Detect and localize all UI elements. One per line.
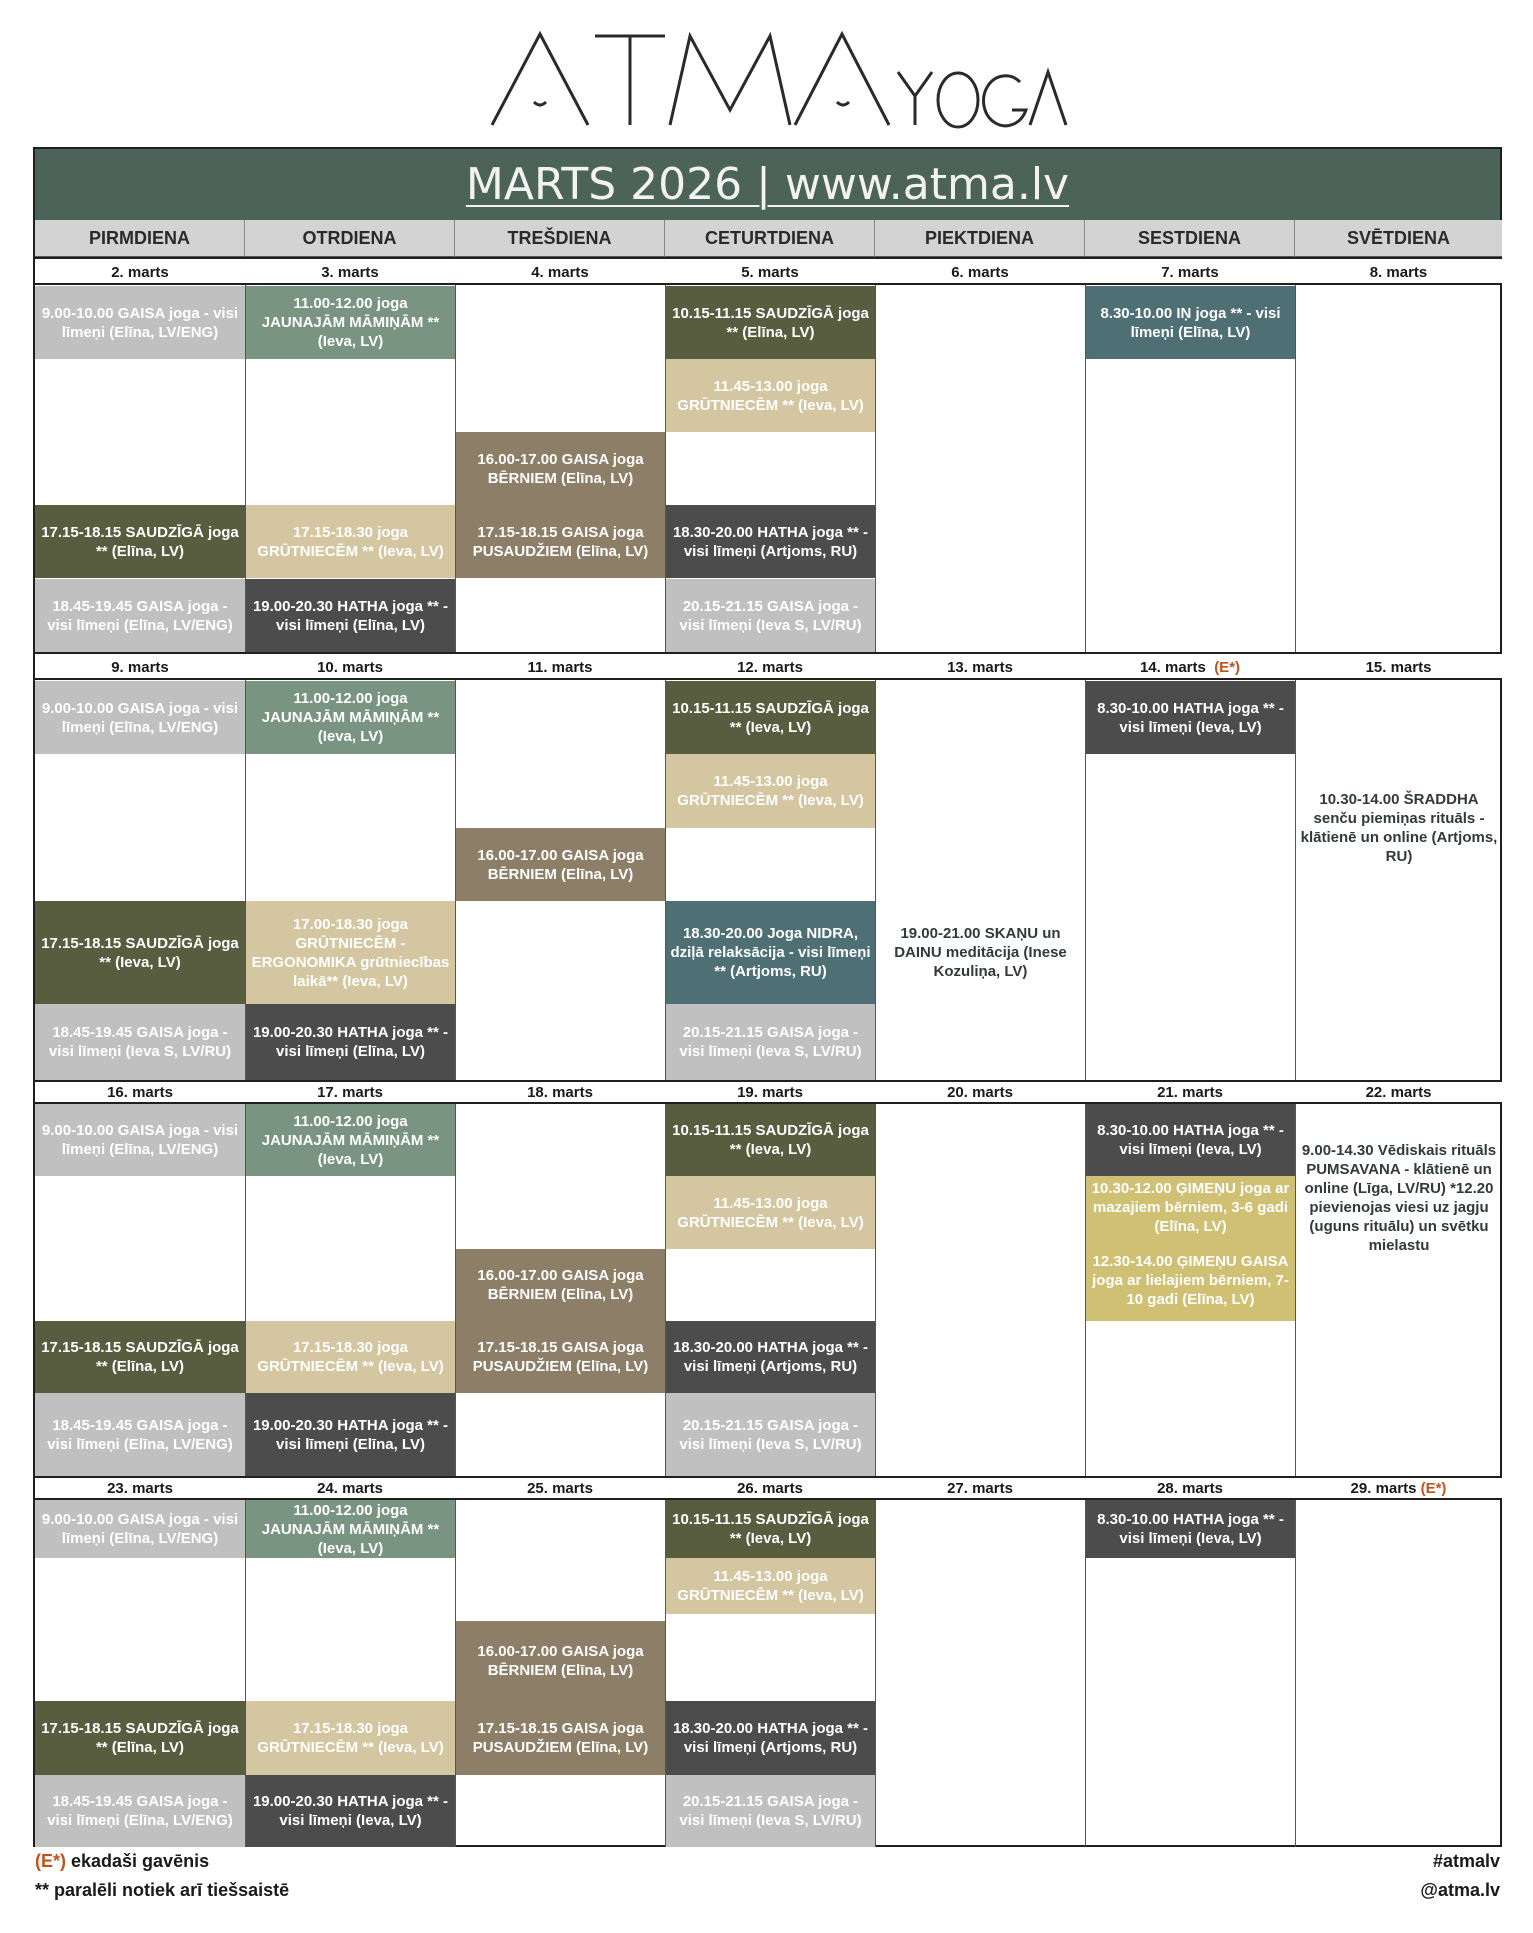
class-hatha[interactable]: 8.30-10.00 HATHA joga ** - visi līmeņi (Ieva, LV) <box>1086 681 1295 754</box>
date-cell: 7. marts <box>1085 257 1296 285</box>
dayname-wed: TREŠDIENA <box>455 220 665 257</box>
date-cell: 28. marts <box>1085 1476 1296 1500</box>
date-cell: 25. marts <box>455 1476 666 1500</box>
date-cell: 26. marts <box>665 1476 876 1500</box>
date-cell: 23. marts <box>35 1476 246 1500</box>
class-gimenu[interactable]: 10.30-12.00 ĢIMEŅU joga ar mazajiem bērniem, 3-6 gadi (Elīna, LV) <box>1086 1176 1295 1239</box>
class-saudziga[interactable]: 17.15-18.15 SAUDZĪGĀ joga ** (Elīna, LV) <box>35 1701 245 1775</box>
class-hatha[interactable]: 18.30-20.00 HATHA joga ** - visi līmeņi (Artjoms, RU) <box>666 1321 875 1393</box>
class-grutnieces[interactable]: 11.45-13.00 joga GRŪTNIECĒM ** (Ieva, LV) <box>666 1176 875 1249</box>
date-cell: 12. marts <box>665 652 876 680</box>
date-cell: 15. marts <box>1295 652 1502 680</box>
legend-online-note: ** paralēli notiek arī tiešsaistē <box>35 1880 290 1900</box>
hashtag[interactable]: #atmalv <box>1432 1851 1500 1871</box>
class-gaisa[interactable]: 9.00-10.00 GAISA joga - visi līmeņi (Elīna, LV/ENG) <box>35 1500 245 1558</box>
class-hatha[interactable]: 18.30-20.00 HATHA joga ** - visi līmeņi (Artjoms, RU) <box>666 505 875 578</box>
class-nidra[interactable]: 18.30-20.00 Joga NIDRA, dziļā relaksācija - visi līmeņi ** (Artjoms, RU) <box>666 901 875 1004</box>
instagram-handle[interactable]: @atma.lv <box>1420 1880 1500 1900</box>
event-sraddha[interactable]: 10.30-14.00 ŠRADDHA senču piemiņas rituāls - klātienē un online (Artjoms, RU) <box>1300 790 1498 865</box>
class-gimenu-gaisa[interactable]: 12.30-14.00 ĢIMEŅU GAISA joga ar lielajiem bērniem, 7-10 gadi (Elīna, LV) <box>1086 1239 1295 1321</box>
class-gaisa[interactable]: 18.45-19.45 GAISA joga - visi līmeņi (Elīna, LV/ENG) <box>35 579 245 652</box>
class-pusaudzi[interactable]: 17.15-18.15 GAISA joga PUSAUDŽIEM (Elīna, LV) <box>456 1701 665 1775</box>
class-hatha[interactable]: 19.00-20.30 HATHA joga ** - visi līmeņi (Elīna, LV) <box>246 1393 455 1477</box>
date-cell: 5. marts <box>665 257 876 285</box>
class-mamins[interactable]: 11.00-12.00 joga JAUNAJĀM MĀMIŅĀM ** (Ieva, LV) <box>246 681 455 754</box>
class-gaisa[interactable]: 9.00-10.00 GAISA joga - visi līmeņi (Elīna, LV/ENG) <box>35 681 245 754</box>
class-grutnieces-ergonomika[interactable]: 17.00-18.30 joga GRŪTNIECĒM - ERGONOMIKA grūtniecības laikā** (Ieva, LV) <box>246 901 455 1004</box>
dayname-tue: OTRDIENA <box>245 220 455 257</box>
class-berni[interactable]: 16.00-17.00 GAISA joga BĒRNIEM (Elīna, LV) <box>456 1249 665 1321</box>
class-saudziga[interactable]: 10.15-11.15 SAUDZĪGĀ joga ** (Elīna, LV) <box>666 286 875 359</box>
date-cell-ekadasi: 29. marts (E*) <box>1295 1476 1502 1500</box>
date-cell: 6. marts <box>875 257 1086 285</box>
class-grutnieces[interactable]: 11.45-13.00 joga GRŪTNIECĒM ** (Ieva, LV) <box>666 359 875 432</box>
class-berni[interactable]: 16.00-17.00 GAISA joga BĒRNIEM (Elīna, LV) <box>456 1621 665 1701</box>
dayname-mon: PIRMDIENA <box>35 220 245 257</box>
class-saudziga[interactable]: 17.15-18.15 SAUDZĪGĀ joga ** (Elīna, LV) <box>35 505 245 578</box>
date-cell: 18. marts <box>455 1080 666 1104</box>
class-hatha[interactable]: 8.30-10.00 HATHA joga ** - visi līmeņi (Ieva, LV) <box>1086 1104 1295 1176</box>
class-pusaudzi[interactable]: 17.15-18.15 GAISA joga PUSAUDŽIEM (Elīna, LV) <box>456 1321 665 1393</box>
date-cell: 4. marts <box>455 257 666 285</box>
date-cell: 17. marts <box>245 1080 456 1104</box>
date-cell: 8. marts <box>1295 257 1502 285</box>
date-cell-ekadasi: 14. marts (E*) <box>1085 652 1296 680</box>
dayname-fri: PIEKTDIENA <box>875 220 1085 257</box>
class-mamins[interactable]: 11.00-12.00 joga JAUNAJĀM MĀMIŅĀM ** (Ieva, LV) <box>246 1104 455 1176</box>
month-banner[interactable]: MARTS 2026 | www.atma.lv <box>35 149 1500 220</box>
class-grutnieces[interactable]: 17.15-18.30 joga GRŪTNIECĒM ** (Ieva, LV) <box>246 1321 455 1393</box>
event-pumsavana[interactable]: 9.00-14.30 Vēdiskais rituāls PUMSAVANA - klātienē un online (Līga, LV/RU) *12.20 pievienojas viesi uz jagju (uguns rituālu) un svētku mielastu <box>1301 1142 1497 1254</box>
class-hatha[interactable]: 19.00-20.30 HATHA joga ** - visi līmeņi (Ieva, LV) <box>246 1775 455 1847</box>
grid-line <box>1085 257 1086 1847</box>
class-saudziga[interactable]: 10.15-11.15 SAUDZĪGĀ joga ** (Ieva, LV) <box>666 681 875 754</box>
class-mamins[interactable]: 11.00-12.00 joga JAUNAJĀM MĀMIŅĀM ** (Ieva, LV) <box>246 1500 455 1558</box>
date-cell: 21. marts <box>1085 1080 1296 1104</box>
date-cell: 3. marts <box>245 257 456 285</box>
class-grutnieces[interactable]: 17.15-18.30 joga GRŪTNIECĒM ** (Ieva, LV) <box>246 505 455 578</box>
class-in-joga[interactable]: 8.30-10.00 IŅ joga ** - visi līmeņi (Elīna, LV) <box>1086 286 1295 359</box>
class-berni[interactable]: 16.00-17.00 GAISA joga BĒRNIEM (Elīna, LV) <box>456 432 665 505</box>
date-cell: 19. marts <box>665 1080 876 1104</box>
event-skanu-meditacija[interactable]: 19.00-21.00 SKAŅU un DAINU meditācija (Inese Kozuliņa, LV) <box>894 925 1067 980</box>
class-berni[interactable]: 16.00-17.00 GAISA joga BĒRNIEM (Elīna, LV) <box>456 828 665 901</box>
class-gaisa[interactable]: 18.45-19.45 GAISA joga - visi līmeņi (Ieva S, LV/RU) <box>35 1004 245 1080</box>
dayname-sun: SVĒTDIENA <box>1295 220 1502 257</box>
class-pusaudzi[interactable]: 17.15-18.15 GAISA joga PUSAUDŽIEM (Elīna, LV) <box>456 505 665 578</box>
class-grutnieces[interactable]: 11.45-13.00 joga GRŪTNIECĒM ** (Ieva, LV) <box>666 1558 875 1614</box>
date-cell: 22. marts <box>1295 1080 1502 1104</box>
dayname-sat: SESTDIENA <box>1085 220 1295 257</box>
date-cell: 10. marts <box>245 652 456 680</box>
class-mamins[interactable]: 11.00-12.00 joga JAUNAJĀM MĀMIŅĀM ** (Ieva, LV) <box>246 286 455 359</box>
class-gaisa[interactable]: 20.15-21.15 GAISA joga - visi līmeņi (Ieva S, LV/RU) <box>666 579 875 652</box>
class-gaisa[interactable]: 18.45-19.45 GAISA joga - visi līmeņi (Elīna, LV/ENG) <box>35 1393 245 1477</box>
date-cell: 24. marts <box>245 1476 456 1500</box>
class-saudziga[interactable]: 10.15-11.15 SAUDZĪGĀ joga ** (Ieva, LV) <box>666 1500 875 1558</box>
grid-line <box>1295 257 1296 1847</box>
class-hatha[interactable]: 19.00-20.30 HATHA joga ** - visi līmeņi (Elīna, LV) <box>246 579 455 652</box>
grid-line <box>875 257 876 1847</box>
class-hatha[interactable]: 19.00-20.30 HATHA joga ** - visi līmeņi (Elīna, LV) <box>246 1004 455 1080</box>
class-saudziga[interactable]: 17.15-18.15 SAUDZĪGĀ joga ** (Ieva, LV) <box>35 901 245 1004</box>
date-cell: 27. marts <box>875 1476 1086 1500</box>
schedule-table <box>33 147 1502 1847</box>
dayname-thu: CETURTDIENA <box>665 220 875 257</box>
class-gaisa[interactable]: 9.00-10.00 GAISA joga - visi līmeņi (Elīna, LV/ENG) <box>35 286 245 359</box>
class-grutnieces[interactable]: 17.15-18.30 joga GRŪTNIECĒM ** (Ieva, LV) <box>246 1701 455 1775</box>
class-hatha[interactable]: 8.30-10.00 HATHA joga ** - visi līmeņi (Ieva, LV) <box>1086 1500 1295 1558</box>
class-gaisa[interactable]: 20.15-21.15 GAISA joga - visi līmeņi (Ieva S, LV/RU) <box>666 1775 875 1847</box>
date-cell: 16. marts <box>35 1080 246 1104</box>
class-grutnieces[interactable]: 11.45-13.00 joga GRŪTNIECĒM ** (Ieva, LV) <box>666 754 875 828</box>
date-cell: 20. marts <box>875 1080 1086 1104</box>
date-cell: 2. marts <box>35 257 246 285</box>
class-gaisa[interactable]: 20.15-21.15 GAISA joga - visi līmeņi (Ieva S, LV/RU) <box>666 1004 875 1080</box>
class-gaisa[interactable]: 18.45-19.45 GAISA joga - visi līmeņi (Elīna, LV/ENG) <box>35 1775 245 1847</box>
class-gaisa[interactable]: 9.00-10.00 GAISA joga - visi līmeņi (Elīna, LV/ENG) <box>35 1104 245 1176</box>
class-saudziga[interactable]: 17.15-18.15 SAUDZĪGĀ joga ** (Elīna, LV) <box>35 1321 245 1393</box>
legend-ekadasi: (E*) ekadaši gavēnis <box>35 1851 210 1871</box>
class-hatha[interactable]: 18.30-20.00 HATHA joga ** - visi līmeņi (Artjoms, RU) <box>666 1701 875 1775</box>
date-cell: 9. marts <box>35 652 246 680</box>
class-gaisa[interactable]: 20.15-21.15 GAISA joga - visi līmeņi (Ieva S, LV/RU) <box>666 1393 875 1477</box>
atma-yoga-logo <box>490 30 1070 130</box>
date-cell: 11. marts <box>455 652 666 680</box>
class-saudziga[interactable]: 10.15-11.15 SAUDZĪGĀ joga ** (Ieva, LV) <box>666 1104 875 1176</box>
date-cell: 13. marts <box>875 652 1086 680</box>
